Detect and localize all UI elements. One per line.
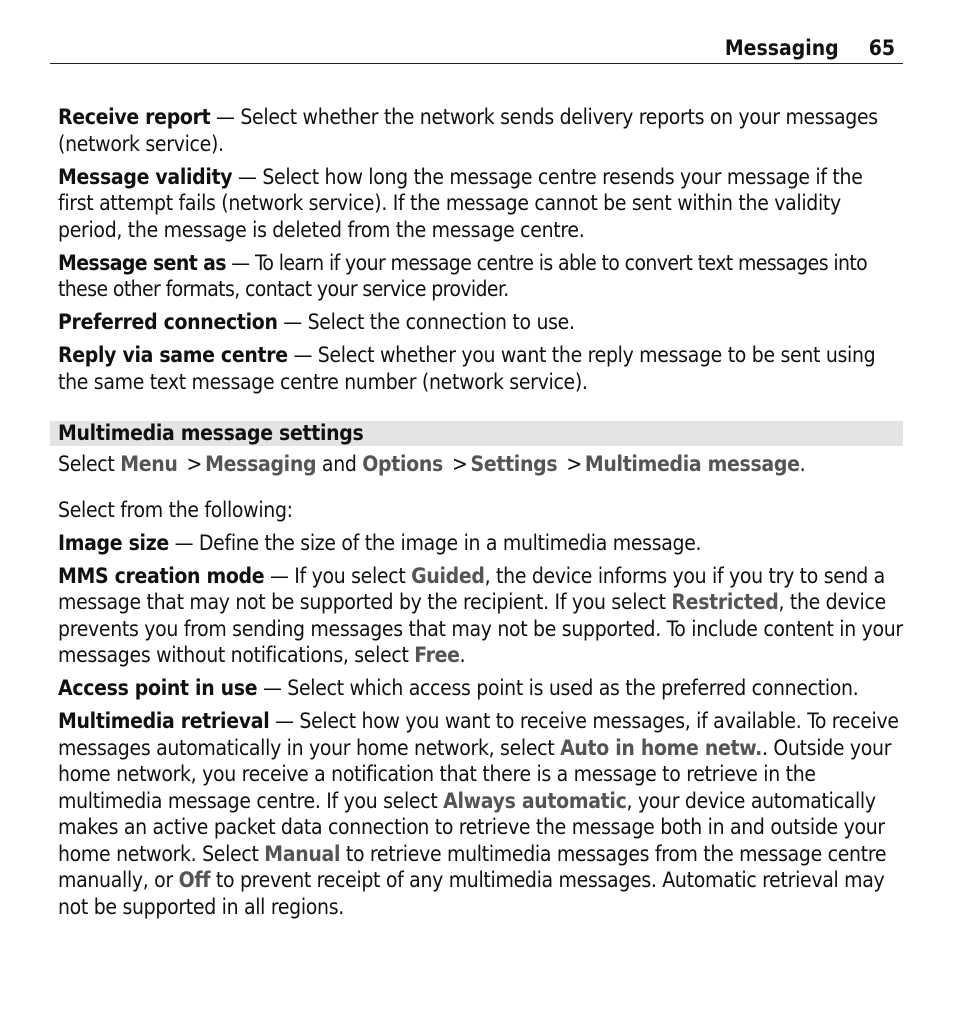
option-free: Free bbox=[414, 643, 460, 667]
term: Preferred connection bbox=[58, 310, 278, 334]
description: to prevent receipt of any multimedia messages. Automatic retrieval may not be supported in all regions. bbox=[58, 868, 885, 919]
option-auto-in-home: Auto in home netw. bbox=[560, 735, 762, 760]
mms-settings-list bbox=[58, 451, 903, 927]
term: Multimedia retrieval bbox=[58, 709, 270, 733]
path-options: Options bbox=[362, 452, 443, 476]
description: , your device automatically makes an active packet data connection to retrieve the message both in and outside your home network. Select bbox=[58, 788, 885, 866]
option-off: Off bbox=[178, 868, 211, 892]
description: — Select how you want to receive messages, if available. To receive messages automatically in your home network, select bbox=[58, 709, 899, 760]
setting-multimedia-retrieval bbox=[58, 708, 903, 920]
option-restricted: Restricted bbox=[671, 590, 779, 614]
term: Message sent as bbox=[58, 250, 226, 275]
term: Access point in use bbox=[58, 676, 258, 700]
term: Reply via same centre bbox=[58, 343, 288, 367]
description: — Select whether you want the reply message to be sent using the same text message centre number (network service). bbox=[58, 343, 876, 394]
setting-image-size bbox=[58, 530, 903, 557]
path-separator: > bbox=[186, 452, 203, 476]
section-heading: Multimedia message settings bbox=[58, 421, 364, 445]
description: — Select whether the network sends delivery reports on your messages (network service). bbox=[58, 105, 878, 156]
term: Receive report bbox=[58, 105, 211, 129]
description: , the device informs you if you try to send a message that may not be supported by the recipient. If you select bbox=[58, 563, 885, 614]
path-separator: > bbox=[566, 452, 582, 476]
path-messaging: Messaging bbox=[205, 452, 317, 476]
option-manual: Manual bbox=[264, 841, 341, 866]
path-multimedia-message: Multimedia message bbox=[584, 452, 800, 476]
path-prefix: Select bbox=[58, 452, 121, 476]
path-and: and bbox=[316, 452, 363, 476]
menu-path bbox=[58, 451, 903, 478]
setting-reply-via-same-centre bbox=[58, 342, 903, 395]
page-header bbox=[50, 34, 903, 64]
page-number: 65 bbox=[868, 36, 895, 60]
option-guided: Guided bbox=[411, 563, 485, 588]
path-settings: Settings bbox=[470, 452, 558, 476]
path-end: . bbox=[799, 452, 806, 476]
sms-settings-list bbox=[58, 104, 903, 402]
intro-text: Select from the following: bbox=[58, 497, 293, 522]
description: — Define the size of the image in a multimedia message. bbox=[168, 530, 702, 555]
description: to retrieve multimedia messages from the message centre manually, or bbox=[58, 841, 887, 892]
path-menu: Menu bbox=[120, 452, 178, 476]
option-always-automatic: Always automatic bbox=[443, 788, 627, 813]
description: . bbox=[459, 643, 466, 667]
description: — Select which access point is used as the preferred connection. bbox=[257, 676, 859, 700]
term: Image size bbox=[58, 530, 169, 555]
description: — If you select bbox=[264, 563, 412, 588]
setting-receive-report bbox=[58, 104, 903, 157]
description: — Select the connection to use. bbox=[277, 310, 575, 334]
setting-message-sent-as bbox=[58, 250, 903, 303]
term: Message validity bbox=[58, 164, 233, 189]
setting-access-point bbox=[58, 675, 903, 702]
term: MMS creation mode bbox=[58, 563, 265, 588]
description: — Select how long the message centre resends your message if the first attempt fails (network service). If the message cannot be sent within the validity period, the message is deleted from the message centre. bbox=[58, 164, 863, 242]
setting-preferred-connection bbox=[58, 309, 903, 336]
setting-message-validity bbox=[58, 164, 903, 244]
setting-mms-creation-mode bbox=[58, 563, 903, 669]
chapter-title: Messaging bbox=[724, 36, 839, 60]
path-separator: > bbox=[451, 452, 468, 476]
description: , the device prevents you from sending messages that may not be supported. To include content in your messages without notifications, select bbox=[58, 590, 903, 667]
description: . Outside your home network, you receive a notification that there is a message to retrieve in the multimedia message centre. If you select bbox=[58, 735, 892, 813]
description: — To learn if your message centre is able to convert text messages into these other formats, contact your service provider. bbox=[58, 250, 868, 301]
